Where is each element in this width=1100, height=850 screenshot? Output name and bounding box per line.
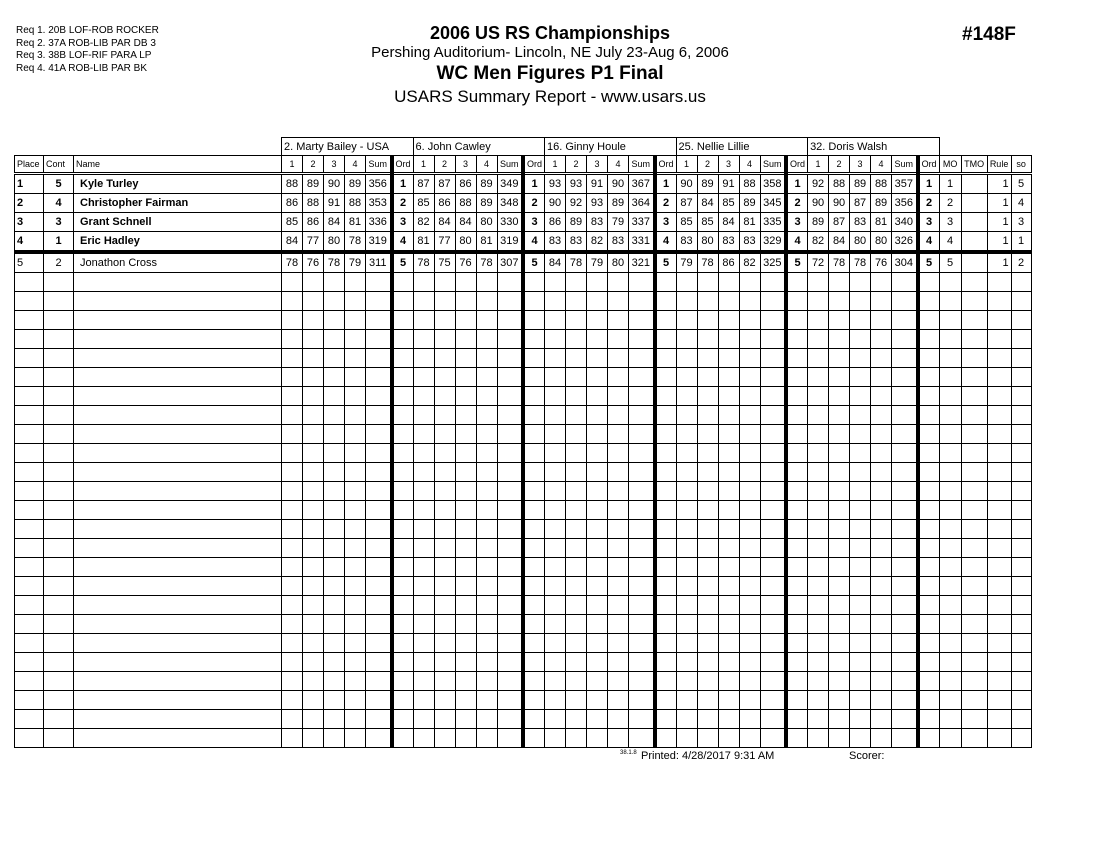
score-cell: 80 xyxy=(476,213,497,232)
requirement-1: Req 1. 20B LOF-ROB ROCKER xyxy=(16,25,159,36)
score-cell: 90 xyxy=(676,174,697,194)
col-judge1-ord: Ord xyxy=(392,156,414,174)
score-cell: 88 xyxy=(455,194,476,213)
score-cell: 77 xyxy=(303,232,324,253)
score-cell: 78 xyxy=(566,252,587,273)
empty-row xyxy=(15,596,1032,615)
so-cell: 4 xyxy=(1011,194,1031,213)
ordinal-cell: 2 xyxy=(786,194,808,213)
so-cell: 5 xyxy=(1011,174,1031,194)
col-rule: Rule xyxy=(987,156,1011,174)
ordinal-cell: 2 xyxy=(655,194,677,213)
score-cell: 81 xyxy=(871,213,892,232)
table-row xyxy=(15,194,1032,213)
empty-row xyxy=(15,501,1032,520)
col-name: Name xyxy=(74,156,282,174)
score-cell: 81 xyxy=(476,232,497,253)
score-cell: 84 xyxy=(829,232,850,253)
col-tmo: TMO xyxy=(961,156,987,174)
score-cell: 336 xyxy=(366,213,392,232)
score-cell: 85 xyxy=(676,213,697,232)
venue-dates: Pershing Auditorium- Lincoln, NE July 23-Aug 6, 2006 xyxy=(371,44,729,61)
ordinal-cell: 5 xyxy=(918,252,940,273)
score-cell: 86 xyxy=(303,213,324,232)
score-cell: 81 xyxy=(413,232,434,253)
score-cell: 93 xyxy=(545,174,566,194)
cont-cell: 4 xyxy=(44,194,74,213)
col-mo: MO xyxy=(939,156,961,174)
col-judge1-s3: 3 xyxy=(324,156,345,174)
score-cell: 89 xyxy=(303,174,324,194)
empty-row xyxy=(15,691,1032,710)
score-cell: 340 xyxy=(892,213,918,232)
col-judge4-s1: 1 xyxy=(676,156,697,174)
score-cell: 86 xyxy=(718,252,739,273)
col-judge3-s1: 1 xyxy=(545,156,566,174)
score-cell: 84 xyxy=(324,213,345,232)
score-cell: 89 xyxy=(476,194,497,213)
score-cell: 78 xyxy=(413,252,434,273)
name-cell: Kyle Turley xyxy=(74,174,282,194)
score-cell: 84 xyxy=(545,252,566,273)
col-judge4-ord: Ord xyxy=(786,156,808,174)
report-subtitle: USARS Summary Report - www.usars.us xyxy=(394,87,706,106)
score-cell: 78 xyxy=(850,252,871,273)
ordinal-cell: 1 xyxy=(523,174,545,194)
cont-cell: 5 xyxy=(44,174,74,194)
score-cell: 353 xyxy=(366,194,392,213)
score-cell: 86 xyxy=(455,174,476,194)
tmo-cell xyxy=(961,213,987,232)
score-cell: 76 xyxy=(871,252,892,273)
score-cell: 83 xyxy=(587,213,608,232)
scorer-label: Scorer: xyxy=(849,750,885,762)
mo-cell: 4 xyxy=(939,232,961,253)
table-row xyxy=(15,213,1032,232)
score-cell: 79 xyxy=(608,213,629,232)
score-cell: 319 xyxy=(497,232,523,253)
ordinal-cell: 2 xyxy=(392,194,414,213)
score-cell: 307 xyxy=(497,252,523,273)
empty-row xyxy=(15,387,1032,406)
score-cell: 83 xyxy=(608,232,629,253)
score-cell: 90 xyxy=(545,194,566,213)
score-cell: 84 xyxy=(697,194,718,213)
empty-row xyxy=(15,520,1032,539)
col-judge4-s4: 4 xyxy=(739,156,760,174)
ordinal-cell: 1 xyxy=(918,174,940,194)
score-cell: 364 xyxy=(629,194,655,213)
requirements-list xyxy=(16,25,159,75)
score-cell: 335 xyxy=(760,213,786,232)
ordinal-cell: 5 xyxy=(523,252,545,273)
score-cell: 83 xyxy=(566,232,587,253)
score-cell: 91 xyxy=(718,174,739,194)
score-cell: 319 xyxy=(366,232,392,253)
col-judge5-s4: 4 xyxy=(871,156,892,174)
tiny-code: 38.1.8 xyxy=(620,750,637,756)
place-cell: 5 xyxy=(15,252,44,273)
cont-cell: 3 xyxy=(44,213,74,232)
ordinal-cell: 4 xyxy=(523,232,545,253)
score-cell: 83 xyxy=(718,232,739,253)
empty-row xyxy=(15,463,1032,482)
score-cell: 80 xyxy=(324,232,345,253)
empty-row xyxy=(15,539,1032,558)
tmo-cell xyxy=(961,252,987,273)
col-judge3-s4: 4 xyxy=(608,156,629,174)
score-cell: 86 xyxy=(282,194,303,213)
judge-3: 16. Ginny Houle xyxy=(545,138,677,156)
place-cell: 2 xyxy=(15,194,44,213)
ordinal-cell: 4 xyxy=(786,232,808,253)
score-cell: 84 xyxy=(455,213,476,232)
score-cell: 87 xyxy=(850,194,871,213)
column-header-row xyxy=(15,156,1032,174)
score-cell: 82 xyxy=(587,232,608,253)
name-cell: Grant Schnell xyxy=(74,213,282,232)
empty-row xyxy=(15,634,1032,653)
name-cell: Jonathon Cross xyxy=(74,252,282,273)
place-cell: 3 xyxy=(15,213,44,232)
score-cell: 337 xyxy=(629,213,655,232)
score-cell: 77 xyxy=(434,232,455,253)
score-cell: 79 xyxy=(676,252,697,273)
score-cell: 88 xyxy=(829,174,850,194)
score-cell: 321 xyxy=(629,252,655,273)
score-cell: 79 xyxy=(587,252,608,273)
score-cell: 85 xyxy=(282,213,303,232)
col-so: so xyxy=(1011,156,1031,174)
so-cell: 1 xyxy=(1011,232,1031,253)
score-cell: 90 xyxy=(808,194,829,213)
score-cell: 82 xyxy=(808,232,829,253)
score-cell: 345 xyxy=(760,194,786,213)
table-row xyxy=(15,174,1032,194)
score-cell: 78 xyxy=(476,252,497,273)
score-cell: 83 xyxy=(545,232,566,253)
results-table xyxy=(14,137,1032,748)
score-cell: 83 xyxy=(850,213,871,232)
cont-cell: 2 xyxy=(44,252,74,273)
tmo-cell xyxy=(961,174,987,194)
event-title: WC Men Figures P1 Final xyxy=(436,63,664,84)
score-cell: 87 xyxy=(676,194,697,213)
col-judge1-sum: Sum xyxy=(366,156,392,174)
score-cell: 90 xyxy=(324,174,345,194)
score-cell: 78 xyxy=(324,252,345,273)
col-judge5-s3: 3 xyxy=(850,156,871,174)
col-cont: Cont xyxy=(44,156,74,174)
judge-1: 2. Marty Bailey - USA xyxy=(282,138,414,156)
tmo-cell xyxy=(961,232,987,253)
score-cell: 93 xyxy=(566,174,587,194)
ordinal-cell: 5 xyxy=(392,252,414,273)
score-cell: 80 xyxy=(697,232,718,253)
score-cell: 349 xyxy=(497,174,523,194)
score-cell: 78 xyxy=(829,252,850,273)
table-row xyxy=(15,252,1032,273)
score-cell: 367 xyxy=(629,174,655,194)
score-cell: 79 xyxy=(345,252,366,273)
score-cell: 89 xyxy=(345,174,366,194)
score-cell: 78 xyxy=(345,232,366,253)
ordinal-cell: 4 xyxy=(655,232,677,253)
col-judge4-sum: Sum xyxy=(760,156,786,174)
score-cell: 88 xyxy=(282,174,303,194)
score-cell: 85 xyxy=(718,194,739,213)
score-cell: 304 xyxy=(892,252,918,273)
empty-row xyxy=(15,615,1032,634)
judge-4: 25. Nellie Lillie xyxy=(676,138,808,156)
col-judge3-ord: Ord xyxy=(655,156,677,174)
so-cell: 2 xyxy=(1011,252,1031,273)
score-cell: 88 xyxy=(739,174,760,194)
col-judge4-s2: 2 xyxy=(697,156,718,174)
col-judge3-s3: 3 xyxy=(587,156,608,174)
ordinal-cell: 4 xyxy=(392,232,414,253)
score-cell: 72 xyxy=(808,252,829,273)
score-cell: 87 xyxy=(413,174,434,194)
score-cell: 92 xyxy=(566,194,587,213)
score-cell: 82 xyxy=(413,213,434,232)
mo-cell: 2 xyxy=(939,194,961,213)
empty-row xyxy=(15,349,1032,368)
requirement-3: Req 3. 38B LOF-RIF PARA LP xyxy=(16,50,152,61)
score-cell: 80 xyxy=(455,232,476,253)
score-cell: 80 xyxy=(850,232,871,253)
place-cell: 4 xyxy=(15,232,44,253)
empty-row xyxy=(15,558,1032,577)
judges-row xyxy=(15,138,1032,156)
col-judge3-s2: 2 xyxy=(566,156,587,174)
score-cell: 80 xyxy=(871,232,892,253)
place-cell: 1 xyxy=(15,174,44,194)
judge-5: 32. Doris Walsh xyxy=(808,138,940,156)
score-cell: 87 xyxy=(434,174,455,194)
score-cell: 329 xyxy=(760,232,786,253)
name-cell: Eric Hadley xyxy=(74,232,282,253)
col-judge2-s4: 4 xyxy=(476,156,497,174)
empty-row xyxy=(15,292,1032,311)
score-cell: 357 xyxy=(892,174,918,194)
table-row xyxy=(15,232,1032,253)
score-cell: 85 xyxy=(413,194,434,213)
ordinal-cell: 1 xyxy=(655,174,677,194)
mo-cell: 3 xyxy=(939,213,961,232)
score-cell: 356 xyxy=(366,174,392,194)
empty-row xyxy=(15,368,1032,387)
ordinal-cell: 2 xyxy=(918,194,940,213)
printed-timestamp: Printed: 4/28/2017 9:31 AM xyxy=(641,750,775,762)
rule-cell: 1 xyxy=(987,252,1011,273)
score-cell: 84 xyxy=(282,232,303,253)
cont-cell: 1 xyxy=(44,232,74,253)
requirement-2: Req 2. 37A ROB-LIB PAR DB 3 xyxy=(16,37,156,49)
tmo-cell xyxy=(961,194,987,213)
event-number: #148F xyxy=(962,24,1016,45)
ordinal-cell: 3 xyxy=(523,213,545,232)
score-cell: 91 xyxy=(324,194,345,213)
footer-code xyxy=(620,750,637,762)
score-cell: 92 xyxy=(808,174,829,194)
col-judge2-s2: 2 xyxy=(434,156,455,174)
mo-cell: 5 xyxy=(939,252,961,273)
judge-2: 6. John Cawley xyxy=(413,138,545,156)
col-judge1-s2: 2 xyxy=(303,156,324,174)
score-cell: 90 xyxy=(829,194,850,213)
empty-row xyxy=(15,311,1032,330)
score-cell: 325 xyxy=(760,252,786,273)
col-judge2-s3: 3 xyxy=(455,156,476,174)
report-header xyxy=(300,22,800,108)
empty-row xyxy=(15,577,1032,596)
score-cell: 82 xyxy=(739,252,760,273)
so-cell: 3 xyxy=(1011,213,1031,232)
empty-row xyxy=(15,482,1032,501)
col-judge3-sum: Sum xyxy=(629,156,655,174)
score-cell: 75 xyxy=(434,252,455,273)
score-cell: 91 xyxy=(587,174,608,194)
empty-row xyxy=(15,729,1032,748)
score-cell: 87 xyxy=(829,213,850,232)
championship-title: 2006 US RS Championships xyxy=(429,23,671,43)
score-cell: 85 xyxy=(697,213,718,232)
score-cell: 80 xyxy=(608,252,629,273)
empty-row xyxy=(15,406,1032,425)
score-cell: 93 xyxy=(587,194,608,213)
col-judge5-s2: 2 xyxy=(829,156,850,174)
empty-row xyxy=(15,273,1032,292)
score-cell: 88 xyxy=(345,194,366,213)
col-judge1-s1: 1 xyxy=(282,156,303,174)
name-cell: Christopher Fairman xyxy=(74,194,282,213)
rule-cell: 1 xyxy=(987,194,1011,213)
ordinal-cell: 4 xyxy=(918,232,940,253)
score-cell: 81 xyxy=(739,213,760,232)
score-cell: 86 xyxy=(545,213,566,232)
score-cell: 326 xyxy=(892,232,918,253)
col-judge2-ord: Ord xyxy=(523,156,545,174)
rule-cell: 1 xyxy=(987,213,1011,232)
score-cell: 330 xyxy=(497,213,523,232)
ordinal-cell: 3 xyxy=(918,213,940,232)
mo-cell: 1 xyxy=(939,174,961,194)
col-judge5-s1: 1 xyxy=(808,156,829,174)
empty-row xyxy=(15,425,1032,444)
score-cell: 83 xyxy=(676,232,697,253)
ordinal-cell: 5 xyxy=(655,252,677,273)
ordinal-cell: 1 xyxy=(786,174,808,194)
col-judge5-sum: Sum xyxy=(892,156,918,174)
score-cell: 311 xyxy=(366,252,392,273)
score-cell: 81 xyxy=(345,213,366,232)
empty-row xyxy=(15,444,1032,463)
score-cell: 89 xyxy=(850,174,871,194)
score-cell: 88 xyxy=(871,174,892,194)
ordinal-cell: 3 xyxy=(392,213,414,232)
score-cell: 331 xyxy=(629,232,655,253)
ordinal-cell: 3 xyxy=(655,213,677,232)
col-judge2-s1: 1 xyxy=(413,156,434,174)
score-cell: 89 xyxy=(871,194,892,213)
score-cell: 76 xyxy=(455,252,476,273)
score-cell: 89 xyxy=(808,213,829,232)
col-judge4-s3: 3 xyxy=(718,156,739,174)
score-cell: 89 xyxy=(566,213,587,232)
score-cell: 89 xyxy=(739,194,760,213)
score-cell: 83 xyxy=(739,232,760,253)
score-cell: 89 xyxy=(608,194,629,213)
score-cell: 89 xyxy=(476,174,497,194)
score-cell: 86 xyxy=(434,194,455,213)
ordinal-cell: 5 xyxy=(786,252,808,273)
score-cell: 88 xyxy=(303,194,324,213)
col-place: Place xyxy=(15,156,44,174)
empty-row xyxy=(15,672,1032,691)
score-cell: 348 xyxy=(497,194,523,213)
rule-cell: 1 xyxy=(987,174,1011,194)
empty-row xyxy=(15,653,1032,672)
ordinal-cell: 2 xyxy=(523,194,545,213)
score-cell: 89 xyxy=(697,174,718,194)
col-judge5-ord: Ord xyxy=(918,156,940,174)
score-cell: 78 xyxy=(697,252,718,273)
empty-row xyxy=(15,330,1032,349)
ordinal-cell: 1 xyxy=(392,174,414,194)
ordinal-cell: 3 xyxy=(786,213,808,232)
empty-row xyxy=(15,710,1032,729)
col-judge1-s4: 4 xyxy=(345,156,366,174)
score-cell: 84 xyxy=(434,213,455,232)
score-cell: 356 xyxy=(892,194,918,213)
score-cell: 84 xyxy=(718,213,739,232)
score-cell: 78 xyxy=(282,252,303,273)
score-cell: 358 xyxy=(760,174,786,194)
score-cell: 90 xyxy=(608,174,629,194)
col-judge2-sum: Sum xyxy=(497,156,523,174)
score-cell: 76 xyxy=(303,252,324,273)
rule-cell: 1 xyxy=(987,232,1011,253)
requirement-4: Req 4. 41A ROB-LIB PAR BK xyxy=(16,62,147,74)
